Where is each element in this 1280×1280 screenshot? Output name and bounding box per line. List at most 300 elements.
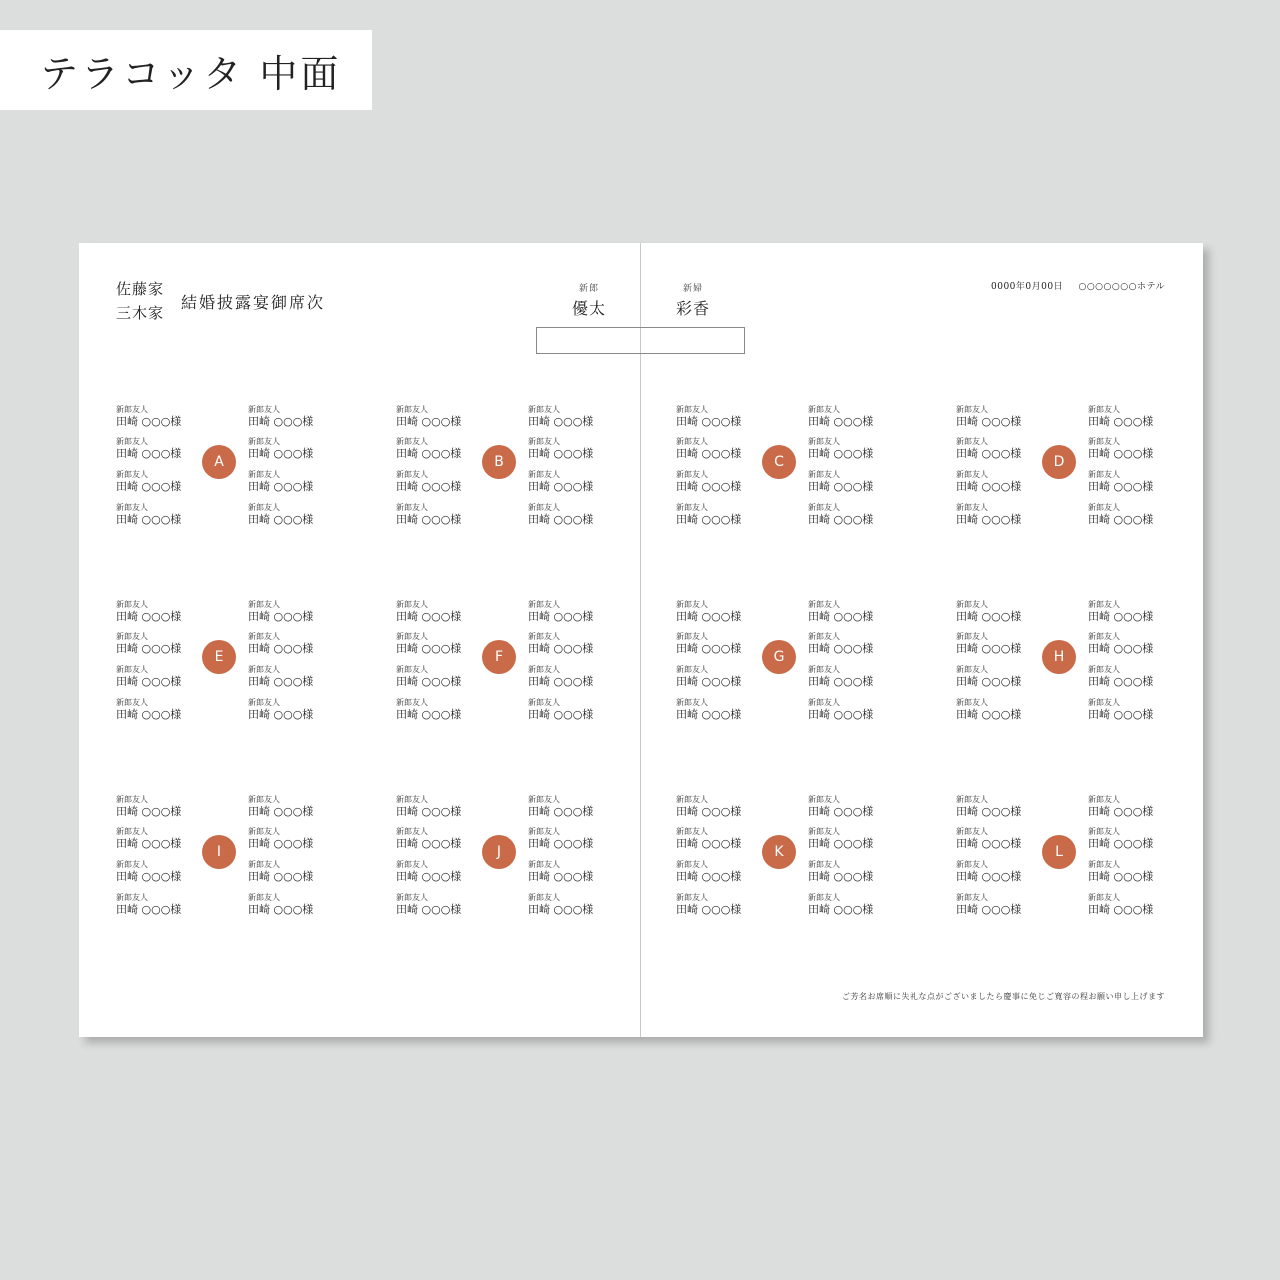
guest-relation: 新郎友人: [1088, 893, 1120, 902]
groom-role: 新郎: [578, 284, 599, 294]
guest-name: 田崎 ○○○様: [248, 513, 314, 526]
guest-relation: 新郎友人: [808, 827, 840, 836]
guest-entry: [528, 665, 608, 688]
guest-name: 田崎 ○○○様: [956, 513, 1022, 526]
guest-relation: 新郎友人: [396, 600, 428, 609]
guest-name: 田崎 ○○○様: [528, 675, 594, 688]
guest-entry: [396, 698, 476, 721]
guest-name: 田崎 ○○○様: [956, 708, 1022, 721]
guest-entry: [116, 470, 196, 493]
guest-relation: 新郎友人: [116, 860, 148, 869]
guest-entry: [116, 665, 196, 688]
guest-relation: 新郎友人: [956, 665, 988, 674]
guest-relation: 新郎友人: [1088, 600, 1120, 609]
guest-entry: [248, 405, 328, 428]
guest-name: 田崎 ○○○様: [808, 837, 874, 850]
guest-name: 田崎 ○○○様: [116, 675, 182, 688]
guest-name: 田崎 ○○○様: [676, 903, 742, 916]
guest-relation: 新郎友人: [116, 795, 148, 804]
guest-relation: 新郎友人: [676, 860, 708, 869]
guest-relation: 新郎友人: [248, 503, 280, 512]
guest-entry: [808, 600, 888, 623]
guest-name: 田崎 ○○○様: [956, 675, 1022, 688]
guest-relation: 新郎友人: [248, 470, 280, 479]
guest-entry: [116, 827, 196, 850]
guest-name: 田崎 ○○○様: [1088, 675, 1154, 688]
guest-entry: [528, 860, 608, 883]
guest-relation: 新郎友人: [1088, 405, 1120, 414]
guest-entry: [1088, 470, 1168, 493]
guest-entry: [676, 795, 756, 818]
guest-name: 田崎 ○○○様: [528, 708, 594, 721]
guest-name: 田崎 ○○○様: [116, 837, 182, 850]
table-marker: E: [202, 640, 236, 674]
guest-name: 田崎 ○○○様: [1088, 513, 1154, 526]
guest-relation: 新郎友人: [676, 632, 708, 641]
table-block: [676, 405, 886, 535]
guest-relation: 新郎友人: [396, 860, 428, 869]
guest-entry: [1088, 665, 1168, 688]
guest-relation: 新郎友人: [528, 503, 560, 512]
table-marker: A: [202, 445, 236, 479]
guest-relation: 新郎友人: [248, 795, 280, 804]
guest-entry: [116, 795, 196, 818]
guest-relation: 新郎友人: [808, 698, 840, 707]
table-marker: H: [1042, 640, 1076, 674]
guest-relation: 新郎友人: [248, 600, 280, 609]
guest-entry: [528, 470, 608, 493]
guest-relation: 新郎友人: [676, 893, 708, 902]
guest-name: 田崎 ○○○様: [528, 837, 594, 850]
guest-name: 田崎 ○○○様: [248, 903, 314, 916]
groom-block: [569, 281, 609, 319]
guest-name: 田崎 ○○○様: [808, 675, 874, 688]
table-block: [676, 600, 886, 730]
guest-name: 田崎 ○○○様: [1088, 642, 1154, 655]
guest-name: 田崎 ○○○様: [1088, 903, 1154, 916]
guest-name: 田崎 ○○○様: [676, 513, 742, 526]
guest-name: 田崎 ○○○様: [396, 708, 462, 721]
guest-name: 田崎 ○○○様: [808, 903, 874, 916]
guest-name: 田崎 ○○○様: [676, 675, 742, 688]
table-block: [676, 795, 886, 925]
guest-relation: 新郎友人: [528, 437, 560, 446]
guest-entry: [956, 698, 1036, 721]
head-table: [536, 327, 745, 354]
guest-relation: 新郎友人: [248, 405, 280, 414]
guest-relation: 新郎友人: [1088, 665, 1120, 674]
table-marker: D: [1042, 445, 1076, 479]
guest-relation: 新郎友人: [956, 827, 988, 836]
guest-relation: 新郎友人: [528, 698, 560, 707]
guest-entry: [1088, 860, 1168, 883]
guest-relation: 新郎友人: [248, 860, 280, 869]
guest-relation: 新郎友人: [1088, 860, 1120, 869]
guest-entry: [956, 827, 1036, 850]
guest-name: 田崎 ○○○様: [528, 480, 594, 493]
guest-relation: 新郎友人: [808, 600, 840, 609]
guest-relation: 新郎友人: [248, 632, 280, 641]
guest-entry: [956, 860, 1036, 883]
guest-relation: 新郎友人: [248, 893, 280, 902]
guest-relation: 新郎友人: [676, 795, 708, 804]
guest-relation: 新郎友人: [1088, 827, 1120, 836]
guest-name: 田崎 ○○○様: [956, 837, 1022, 850]
guest-entry: [676, 600, 756, 623]
guest-entry: [956, 470, 1036, 493]
guest-entry: [248, 795, 328, 818]
guest-entry: [956, 405, 1036, 428]
guest-entry: [248, 893, 328, 916]
bride-name: 彩香: [675, 299, 710, 318]
guest-entry: [956, 600, 1036, 623]
guest-name: 田崎 ○○○様: [676, 415, 742, 428]
event-venue: ○○○○○○○ホテル: [1078, 282, 1165, 292]
table-marker: L: [1042, 835, 1076, 869]
guest-relation: 新郎友人: [396, 665, 428, 674]
guest-relation: 新郎友人: [116, 405, 148, 414]
table-block: [396, 600, 606, 730]
guest-name: 田崎 ○○○様: [248, 480, 314, 493]
guest-relation: 新郎友人: [528, 632, 560, 641]
guest-name: 田崎 ○○○様: [248, 708, 314, 721]
guest-entry: [248, 698, 328, 721]
guest-name: 田崎 ○○○様: [116, 642, 182, 655]
guest-relation: 新郎友人: [248, 698, 280, 707]
guest-entry: [808, 632, 888, 655]
guest-name: 田崎 ○○○様: [528, 447, 594, 460]
guest-name: 田崎 ○○○様: [808, 415, 874, 428]
guest-entry: [808, 698, 888, 721]
guest-entry: [116, 437, 196, 460]
guest-relation: 新郎友人: [116, 827, 148, 836]
guest-relation: 新郎友人: [956, 437, 988, 446]
guest-entry: [248, 470, 328, 493]
guest-relation: 新郎友人: [956, 470, 988, 479]
guest-relation: 新郎友人: [396, 405, 428, 414]
guest-relation: 新郎友人: [396, 893, 428, 902]
guest-entry: [676, 665, 756, 688]
guest-entry: [396, 632, 476, 655]
guest-name: 田崎 ○○○様: [396, 610, 462, 623]
guest-name: 田崎 ○○○様: [248, 447, 314, 460]
guest-entry: [248, 827, 328, 850]
guest-relation: 新郎友人: [396, 503, 428, 512]
guest-name: 田崎 ○○○様: [248, 870, 314, 883]
guest-relation: 新郎友人: [956, 698, 988, 707]
bride-block: [673, 281, 713, 319]
guest-entry: [808, 893, 888, 916]
guest-entry: [116, 600, 196, 623]
seating-chart-sheet: [79, 243, 1203, 1037]
guest-entry: [396, 437, 476, 460]
guest-name: 田崎 ○○○様: [528, 513, 594, 526]
guest-relation: 新郎友人: [956, 795, 988, 804]
guest-relation: 新郎友人: [676, 437, 708, 446]
guest-name: 田崎 ○○○様: [808, 610, 874, 623]
guest-entry: [676, 437, 756, 460]
guest-entry: [396, 503, 476, 526]
guest-name: 田崎 ○○○様: [116, 805, 182, 818]
guest-entry: [676, 827, 756, 850]
table-block: [396, 795, 606, 925]
guest-entry: [1088, 698, 1168, 721]
guest-relation: 新郎友人: [116, 437, 148, 446]
table-marker: J: [482, 835, 516, 869]
guest-entry: [396, 860, 476, 883]
guest-name: 田崎 ○○○様: [808, 447, 874, 460]
guest-relation: 新郎友人: [528, 893, 560, 902]
guest-relation: 新郎友人: [676, 405, 708, 414]
guest-entry: [956, 795, 1036, 818]
guest-name: 田崎 ○○○様: [1088, 805, 1154, 818]
guest-name: 田崎 ○○○様: [116, 480, 182, 493]
guest-entry: [528, 827, 608, 850]
guest-name: 田崎 ○○○様: [956, 480, 1022, 493]
table-marker: F: [482, 640, 516, 674]
table-block: [956, 600, 1166, 730]
guest-entry: [528, 698, 608, 721]
bride-role: 新婦: [682, 284, 703, 294]
guest-name: 田崎 ○○○様: [396, 675, 462, 688]
guest-relation: 新郎友人: [248, 437, 280, 446]
guest-relation: 新郎友人: [676, 665, 708, 674]
table-marker: I: [202, 835, 236, 869]
guest-entry: [528, 795, 608, 818]
table-block: [956, 405, 1166, 535]
center-fold: [640, 243, 641, 1037]
guest-relation: 新郎友人: [396, 827, 428, 836]
guest-entry: [1088, 632, 1168, 655]
guest-entry: [808, 860, 888, 883]
guest-relation: 新郎友人: [116, 665, 148, 674]
guest-entry: [396, 600, 476, 623]
guest-entry: [396, 795, 476, 818]
guest-entry: [808, 470, 888, 493]
guest-name: 田崎 ○○○様: [956, 805, 1022, 818]
guest-name: 田崎 ○○○様: [1088, 610, 1154, 623]
guest-entry: [528, 893, 608, 916]
guest-relation: 新郎友人: [396, 698, 428, 707]
event-date: 0000年0月00日: [991, 282, 1064, 292]
guest-name: 田崎 ○○○様: [396, 870, 462, 883]
table-block: [956, 795, 1166, 925]
table-marker: K: [762, 835, 796, 869]
guest-entry: [676, 860, 756, 883]
guest-entry: [116, 860, 196, 883]
guest-relation: 新郎友人: [528, 665, 560, 674]
groom-name: 優太: [571, 299, 606, 318]
guest-relation: 新郎友人: [676, 698, 708, 707]
guest-name: 田崎 ○○○様: [248, 415, 314, 428]
guest-name: 田崎 ○○○様: [396, 805, 462, 818]
guest-relation: 新郎友人: [956, 893, 988, 902]
guest-relation: 新郎友人: [528, 405, 560, 414]
guest-entry: [956, 665, 1036, 688]
guest-name: 田崎 ○○○様: [396, 480, 462, 493]
guest-name: 田崎 ○○○様: [808, 513, 874, 526]
family-name-1: 佐藤家: [116, 280, 165, 298]
guest-name: 田崎 ○○○様: [116, 447, 182, 460]
guest-name: 田崎 ○○○様: [676, 642, 742, 655]
guest-relation: 新郎友人: [396, 437, 428, 446]
guest-entry: [396, 893, 476, 916]
guest-relation: 新郎友人: [808, 795, 840, 804]
guest-name: 田崎 ○○○様: [808, 805, 874, 818]
guest-name: 田崎 ○○○様: [956, 903, 1022, 916]
guest-name: 田崎 ○○○様: [1088, 870, 1154, 883]
guest-name: 田崎 ○○○様: [676, 610, 742, 623]
guest-entry: [808, 437, 888, 460]
guest-relation: 新郎友人: [676, 470, 708, 479]
guest-name: 田崎 ○○○様: [808, 708, 874, 721]
guest-entry: [956, 632, 1036, 655]
guest-relation: 新郎友人: [396, 795, 428, 804]
family-names: [116, 277, 164, 325]
guest-name: 田崎 ○○○様: [116, 513, 182, 526]
guest-relation: 新郎友人: [248, 827, 280, 836]
guest-name: 田崎 ○○○様: [676, 870, 742, 883]
table-block: [116, 795, 326, 925]
guest-relation: 新郎友人: [528, 827, 560, 836]
guest-relation: 新郎友人: [808, 893, 840, 902]
guest-relation: 新郎友人: [808, 665, 840, 674]
guest-name: 田崎 ○○○様: [396, 415, 462, 428]
guest-relation: 新郎友人: [116, 503, 148, 512]
guest-relation: 新郎友人: [528, 470, 560, 479]
guest-relation: 新郎友人: [116, 698, 148, 707]
product-label-text: テラコッタ 中面: [40, 51, 342, 96]
guest-relation: 新郎友人: [1088, 437, 1120, 446]
guest-relation: 新郎友人: [116, 600, 148, 609]
guest-entry: [808, 795, 888, 818]
guest-name: 田崎 ○○○様: [808, 480, 874, 493]
guest-name: 田崎 ○○○様: [676, 480, 742, 493]
guest-relation: 新郎友人: [116, 893, 148, 902]
guest-entry: [396, 405, 476, 428]
guest-name: 田崎 ○○○様: [116, 415, 182, 428]
guest-entry: [248, 503, 328, 526]
guest-entry: [1088, 405, 1168, 428]
table-block: [116, 600, 326, 730]
table-marker: G: [762, 640, 796, 674]
guest-entry: [956, 893, 1036, 916]
guest-name: 田崎 ○○○様: [956, 610, 1022, 623]
guest-name: 田崎 ○○○様: [396, 837, 462, 850]
family-name-2: 三木家: [116, 304, 165, 322]
table-marker: B: [482, 445, 516, 479]
guest-entry: [116, 698, 196, 721]
guest-entry: [1088, 503, 1168, 526]
guest-entry: [248, 860, 328, 883]
guest-entry: [676, 698, 756, 721]
guest-entry: [248, 600, 328, 623]
guest-relation: 新郎友人: [528, 795, 560, 804]
guest-entry: [396, 470, 476, 493]
footer-note: ご芳名お席順に失礼な点がございましたら慶事に免じご寛容の程お願い申し上げます: [842, 992, 1165, 1001]
guest-entry: [1088, 893, 1168, 916]
table-block: [396, 405, 606, 535]
guest-entry: [676, 405, 756, 428]
guest-relation: 新郎友人: [1088, 470, 1120, 479]
guest-relation: 新郎友人: [808, 632, 840, 641]
guest-name: 田崎 ○○○様: [808, 870, 874, 883]
guest-relation: 新郎友人: [1088, 698, 1120, 707]
guest-relation: 新郎友人: [676, 503, 708, 512]
guest-entry: [396, 827, 476, 850]
guest-name: 田崎 ○○○様: [396, 642, 462, 655]
guest-entry: [528, 632, 608, 655]
guest-entry: [1088, 437, 1168, 460]
guest-entry: [808, 665, 888, 688]
guest-relation: 新郎友人: [808, 437, 840, 446]
guest-relation: 新郎友人: [1088, 503, 1120, 512]
guest-name: 田崎 ○○○様: [956, 415, 1022, 428]
guest-name: 田崎 ○○○様: [528, 805, 594, 818]
guest-entry: [1088, 827, 1168, 850]
guest-entry: [956, 437, 1036, 460]
guest-entry: [396, 665, 476, 688]
guest-name: 田崎 ○○○様: [956, 642, 1022, 655]
guest-name: 田崎 ○○○様: [248, 675, 314, 688]
guest-entry: [116, 893, 196, 916]
guest-name: 田崎 ○○○様: [116, 870, 182, 883]
guest-name: 田崎 ○○○様: [396, 903, 462, 916]
guest-relation: 新郎友人: [1088, 795, 1120, 804]
table-marker: C: [762, 445, 796, 479]
guest-entry: [116, 503, 196, 526]
guest-name: 田崎 ○○○様: [396, 447, 462, 460]
guest-relation: 新郎友人: [956, 503, 988, 512]
guest-entry: [116, 632, 196, 655]
guest-name: 田崎 ○○○様: [956, 870, 1022, 883]
guest-relation: 新郎友人: [676, 600, 708, 609]
guest-entry: [248, 437, 328, 460]
guest-name: 田崎 ○○○様: [1088, 447, 1154, 460]
guest-entry: [1088, 795, 1168, 818]
guest-entry: [956, 503, 1036, 526]
guest-entry: [528, 600, 608, 623]
guest-relation: 新郎友人: [396, 632, 428, 641]
guest-entry: [528, 405, 608, 428]
guest-entry: [676, 632, 756, 655]
guest-name: 田崎 ○○○様: [248, 805, 314, 818]
guest-relation: 新郎友人: [528, 860, 560, 869]
guest-entry: [676, 503, 756, 526]
guest-name: 田崎 ○○○様: [1088, 708, 1154, 721]
date-venue: [991, 279, 1165, 292]
guest-entry: [676, 470, 756, 493]
guest-name: 田崎 ○○○様: [248, 610, 314, 623]
guest-name: 田崎 ○○○様: [528, 610, 594, 623]
guest-name: 田崎 ○○○様: [676, 805, 742, 818]
guest-name: 田崎 ○○○様: [248, 837, 314, 850]
guest-relation: 新郎友人: [248, 665, 280, 674]
guest-relation: 新郎友人: [808, 405, 840, 414]
guest-relation: 新郎友人: [956, 860, 988, 869]
guest-name: 田崎 ○○○様: [676, 447, 742, 460]
guest-name: 田崎 ○○○様: [956, 447, 1022, 460]
guest-relation: 新郎友人: [528, 600, 560, 609]
guest-relation: 新郎友人: [116, 632, 148, 641]
guest-name: 田崎 ○○○様: [248, 642, 314, 655]
guest-name: 田崎 ○○○様: [1088, 480, 1154, 493]
guest-entry: [676, 893, 756, 916]
guest-relation: 新郎友人: [396, 470, 428, 479]
guest-relation: 新郎友人: [956, 600, 988, 609]
guest-entry: [248, 632, 328, 655]
guest-entry: [808, 827, 888, 850]
